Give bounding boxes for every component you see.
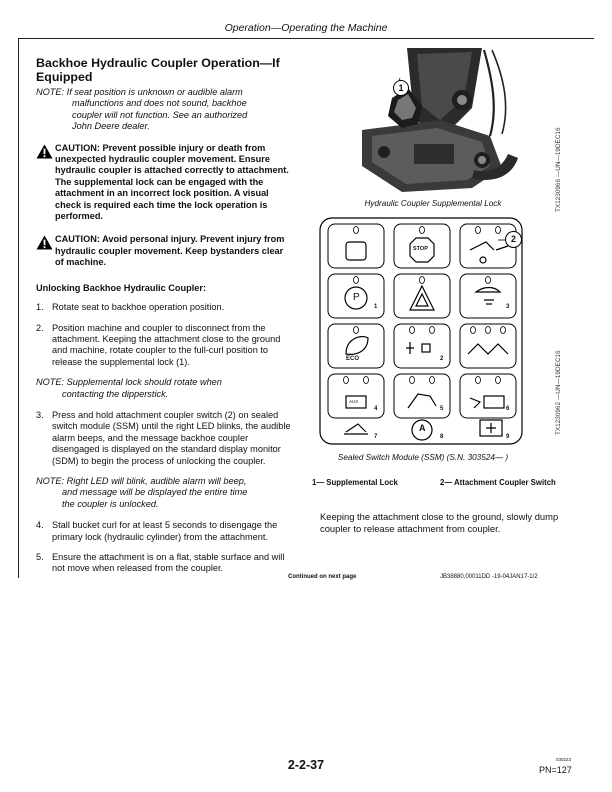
figure-reference-tag bbox=[555, 112, 567, 212]
figure-reference-code: TX1230966 —UN—19DEC16 bbox=[555, 127, 562, 212]
switch-number: 4 bbox=[374, 406, 378, 412]
step-text: Press and hold attachment coupler switch (2) on sealed switch module (SSM) until the right LED blinks, the audible alarm beeps, and the message backhoe coupler disengaged is displayed on the standard display monitor (SDM) to begin the process of unlocking the coupler. bbox=[52, 409, 291, 466]
note-line: coupler will not function. See an authorized bbox=[72, 109, 248, 120]
print-code: 030223 bbox=[556, 757, 572, 762]
callout-1: 1 bbox=[393, 80, 409, 96]
note-seat-position bbox=[36, 87, 294, 133]
switch-number: 8 bbox=[440, 434, 444, 440]
header-rule bbox=[18, 38, 594, 39]
note-line: malfunctions and does not sound, backhoe bbox=[72, 98, 247, 109]
step-text: Stall bucket curl for at least 5 seconds to disengage the primary lock (hydraulic cylinder) from the attachment. bbox=[52, 520, 278, 542]
step-number: 2. bbox=[36, 322, 44, 333]
note-label: NOTE: bbox=[36, 377, 65, 388]
note-line: and message will be displayed the entire time bbox=[62, 487, 248, 498]
switch-number: 1 bbox=[374, 304, 378, 310]
auto-label: A bbox=[419, 423, 426, 433]
step-item bbox=[36, 520, 294, 543]
note-first-line: Supplemental lock should rotate when bbox=[66, 377, 222, 388]
stop-label: STOP bbox=[413, 246, 428, 252]
page-number: 2-2-37 bbox=[287, 758, 325, 772]
park-label: P bbox=[353, 292, 360, 303]
note-first-line: If seat position is unknown or audible alarm bbox=[66, 87, 243, 97]
figure-reference-tag bbox=[555, 335, 567, 435]
note-right-led bbox=[36, 476, 294, 510]
switch-number: 7 bbox=[374, 434, 378, 440]
note-label: NOTE: bbox=[36, 475, 65, 486]
caution-text: CAUTION: Prevent possible injury or death from unexpected hydraulic coupler movement. Ensure hydraulic coupler is attached correctly to attachment. The supplemental lock can be engaged with the attachment in an incorrect lock position. A visual check is required each time the lock operation is performed. bbox=[55, 142, 289, 222]
page-header: Operation—Operating the Machine bbox=[224, 22, 388, 34]
note-label: NOTE: bbox=[36, 87, 65, 97]
note-supplemental-lock bbox=[36, 377, 294, 400]
note-line: John Deere dealer. bbox=[72, 121, 150, 132]
figure-caption: Hydraulic Coupler Supplemental Lock bbox=[364, 199, 502, 208]
coupler-supplemental-lock-figure bbox=[322, 48, 552, 196]
step-text: Rotate seat to backhoe operation position. bbox=[52, 302, 225, 313]
step-number: 3. bbox=[36, 409, 44, 420]
figure-reference-code: TX1230962 —UN—19DEC16 bbox=[555, 350, 562, 435]
pn-number: PN=127 bbox=[539, 765, 572, 775]
left-column bbox=[36, 56, 294, 584]
step-number: 4. bbox=[36, 520, 44, 531]
switch-number: 9 bbox=[506, 434, 510, 440]
document-code: JB38880,00011DD -19-04JAN17-1/2 bbox=[440, 574, 538, 580]
step-item bbox=[36, 302, 294, 313]
step-item bbox=[36, 552, 294, 575]
legend-item: 2— Attachment Coupler Switch bbox=[440, 478, 556, 487]
caution-block-2 bbox=[36, 234, 294, 268]
switch-number: 2 bbox=[440, 356, 444, 362]
callout-2: 2 bbox=[505, 231, 522, 248]
switch-number: 3 bbox=[506, 304, 510, 310]
step-item bbox=[36, 410, 294, 467]
switch-number: 6 bbox=[506, 406, 510, 412]
release-attachment-text: Keeping the attachment close to the ground, slowly dump coupler to release attachment from coupler. bbox=[320, 511, 559, 534]
legend-item: 1— Supplemental Lock bbox=[312, 478, 398, 487]
step-number: 1. bbox=[36, 302, 44, 313]
subheading-unlocking: Unlocking Backhoe Hydraulic Coupler: bbox=[36, 282, 207, 293]
step-text: Position machine and coupler to disconnect from the attachment. Keeping the attachment close to the ground and machine, rotate coupler to the full-curl position to release the supplemental lock (1). bbox=[52, 322, 281, 367]
figure-caption: Sealed Switch Module (SSM) (S.N. 303524— ) bbox=[337, 453, 509, 462]
eco-label: ECO bbox=[346, 356, 360, 362]
note-first-line: Right LED will blink, audible alarm will beep, bbox=[66, 475, 247, 486]
step-item bbox=[36, 323, 294, 369]
caution-text: CAUTION: Avoid personal injury. Prevent injury from hydraulic coupler movement. Keep bystanders clear of machine. bbox=[55, 234, 285, 268]
note-line: contacting the dipperstick. bbox=[62, 388, 169, 399]
aux-label: AUX bbox=[349, 399, 359, 404]
continued-note: Continued on next page bbox=[288, 574, 357, 580]
left-margin-rule bbox=[18, 38, 19, 578]
step-text: Ensure the attachment is on a flat, stable surface and will not move when released from the coupler. bbox=[52, 552, 285, 574]
note-line: the coupler is unlocked. bbox=[62, 498, 159, 509]
step-number: 5. bbox=[36, 552, 44, 562]
caution-block-1 bbox=[36, 143, 294, 223]
switch-number: 5 bbox=[440, 406, 444, 412]
warning-triangle-icon bbox=[36, 235, 53, 250]
warning-triangle-icon bbox=[36, 144, 53, 159]
section-title: Backhoe Hydraulic Coupler Operation—If Equipped bbox=[36, 56, 280, 84]
